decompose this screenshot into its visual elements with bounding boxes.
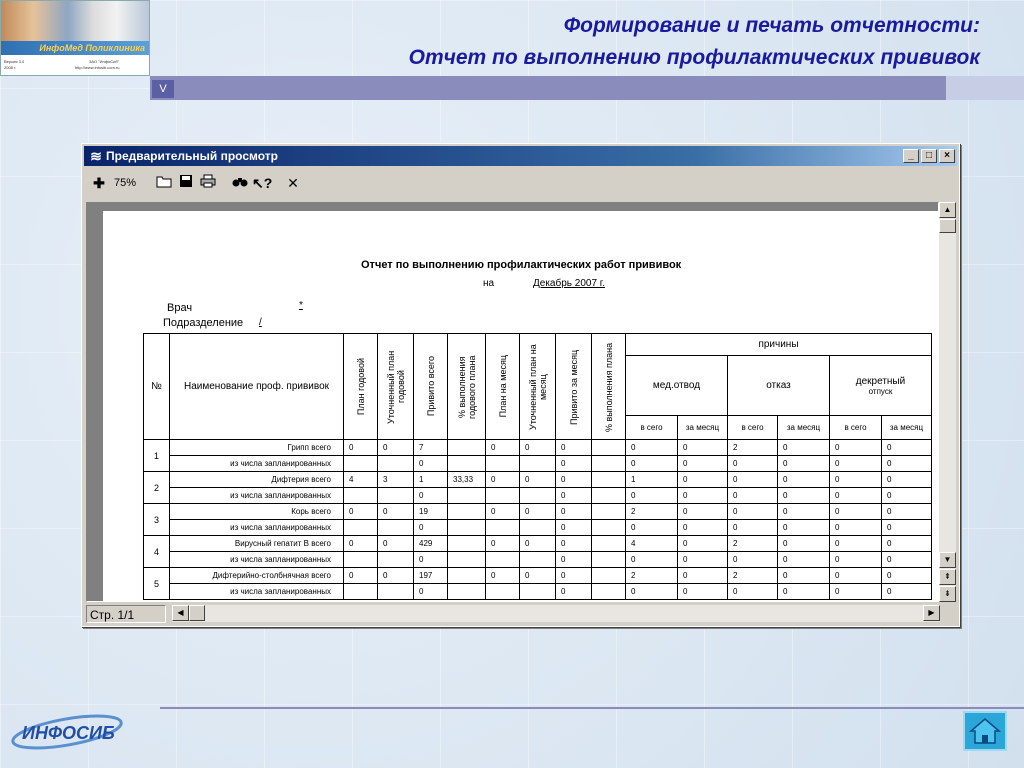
scroll-left-button[interactable]: ◀ — [172, 605, 189, 621]
doctor-value: * — [299, 300, 303, 311]
col-no: № — [144, 334, 170, 440]
table-cell — [378, 520, 414, 536]
toolbar — [86, 172, 955, 196]
table-cell: 2 — [728, 568, 778, 584]
table-subrow — [144, 488, 932, 504]
scroll-thumb[interactable] — [939, 219, 956, 233]
table-row — [144, 536, 932, 552]
report-title: Отчет по выполнению профилактических работ прививок — [361, 259, 682, 271]
save-icon[interactable] — [176, 174, 196, 192]
col-plan-year: План годовой — [344, 334, 378, 440]
vaccine-subname: из числа запланированных — [170, 520, 344, 536]
col-leave-sub: отпуск — [868, 386, 893, 396]
table-cell: 0 — [830, 584, 882, 600]
table-cell — [448, 536, 486, 552]
table-cell: 0 — [882, 584, 932, 600]
help-pointer-icon[interactable]: ↖? — [252, 175, 273, 191]
table-cell: 0 — [830, 472, 882, 488]
print-icon[interactable] — [198, 174, 218, 192]
table-cell: 0 — [778, 456, 830, 472]
page-title-line1: Формирование и печать отчетности: — [563, 14, 980, 37]
home-icon — [965, 713, 1005, 749]
close-button[interactable]: × — [939, 149, 955, 163]
table-cell: 2 — [728, 536, 778, 552]
table-cell — [520, 552, 556, 568]
table-cell: 2 — [626, 568, 678, 584]
logo-version: Версия 3.0 — [4, 59, 25, 64]
row-number: 5 — [144, 568, 170, 600]
infosib-logo-text: ИНФОСИБ — [22, 723, 115, 743]
table-cell: 19 — [414, 504, 448, 520]
table-cell: 0 — [626, 488, 678, 504]
table-cell: 0 — [778, 552, 830, 568]
table-cell — [592, 456, 626, 472]
table-cell: 0 — [414, 584, 448, 600]
table-cell: 0 — [556, 504, 592, 520]
table-cell — [520, 520, 556, 536]
status-bar — [86, 604, 955, 624]
row-number: 4 — [144, 536, 170, 568]
table-cell: 0 — [626, 520, 678, 536]
table-cell: 0 — [678, 440, 728, 456]
table-cell: 0 — [882, 488, 932, 504]
vaccine-name: Дифтерия всего — [170, 472, 344, 488]
scroll-up-button[interactable]: ▲ — [939, 202, 956, 218]
table-cell — [486, 488, 520, 504]
report-period: Декабрь 2007 г. — [533, 278, 605, 289]
page-up-button[interactable]: ⇞ — [939, 569, 956, 585]
table-cell: 0 — [678, 504, 728, 520]
table-cell: 0 — [778, 568, 830, 584]
col-leave — [830, 356, 932, 416]
col-med-total: в сего — [626, 416, 678, 440]
page-indicator: Стр. 1/1 — [86, 605, 166, 623]
table-cell — [448, 440, 486, 456]
close-preview-icon[interactable]: ✕ — [287, 175, 299, 191]
table-cell — [378, 584, 414, 600]
vaccine-subname: из числа запланированных — [170, 456, 344, 472]
table-row — [144, 440, 932, 456]
table-cell — [592, 472, 626, 488]
table-cell: 0 — [728, 456, 778, 472]
table-cell: 0 — [678, 536, 728, 552]
table-cell — [344, 552, 378, 568]
table-cell: 0 — [486, 472, 520, 488]
table-cell: 197 — [414, 568, 448, 584]
table-cell: 0 — [728, 488, 778, 504]
table-cell: 0 — [344, 568, 378, 584]
table-cell — [486, 552, 520, 568]
table-cell: 0 — [556, 536, 592, 552]
nav-bar — [150, 76, 946, 100]
table-cell — [378, 488, 414, 504]
table-cell: 0 — [678, 488, 728, 504]
col-med-exempt: мед.отвод — [626, 356, 728, 416]
table-cell: 2 — [626, 504, 678, 520]
table-cell: 0 — [378, 440, 414, 456]
table-cell: 4 — [626, 536, 678, 552]
hscroll-thumb[interactable] — [189, 605, 205, 621]
col-plan-month: План на месяц — [486, 334, 520, 440]
table-cell: 0 — [414, 552, 448, 568]
table-cell: 0 — [486, 536, 520, 552]
table-cell: 0 — [728, 552, 778, 568]
table-subrow — [144, 520, 932, 536]
table-cell: 4 — [344, 472, 378, 488]
col-vaccinated-month: Привито за месяц — [556, 334, 592, 440]
table-cell: 0 — [556, 440, 592, 456]
table-cell: 0 — [556, 456, 592, 472]
table-cell — [448, 552, 486, 568]
scroll-right-button[interactable]: ▶ — [923, 605, 940, 621]
zoom-tool-icon[interactable]: ✚ — [93, 175, 105, 191]
infosib-logo — [10, 712, 124, 752]
table-cell: 0 — [378, 568, 414, 584]
col-refusal-month: за месяц — [778, 416, 830, 440]
department-label: Подразделение — [163, 317, 244, 329]
table-cell: 0 — [830, 456, 882, 472]
zoom-level[interactable]: 75% — [113, 177, 137, 189]
app-icon: ≋ — [90, 148, 102, 164]
vaccine-name: Дифтерийно-столбнячная всего — [170, 568, 344, 584]
vaccine-name: Грипп всего — [170, 440, 344, 456]
table-cell: 33,33 — [448, 472, 486, 488]
table-cell — [592, 552, 626, 568]
table-cell: 0 — [678, 456, 728, 472]
vaccine-name: Корь всего — [170, 504, 344, 520]
table-cell — [344, 520, 378, 536]
col-pct-year: % выполнения годового плана — [448, 334, 486, 440]
table-cell — [448, 504, 486, 520]
table-cell: 0 — [882, 504, 932, 520]
table-cell: 0 — [882, 520, 932, 536]
table-subrow — [144, 584, 932, 600]
col-refusal: отказ — [728, 356, 830, 416]
table-cell: 0 — [556, 568, 592, 584]
table-cell: 0 — [414, 456, 448, 472]
report-table — [143, 333, 932, 600]
report-na-label: на — [483, 278, 495, 289]
nav-bar-end — [946, 76, 1024, 100]
table-cell: 0 — [520, 472, 556, 488]
table-cell: 0 — [728, 520, 778, 536]
table-cell — [520, 456, 556, 472]
table-cell: 0 — [344, 536, 378, 552]
col-plan-year-refined: Уточненный план годовой — [378, 334, 414, 440]
table-cell: 0 — [778, 440, 830, 456]
table-row — [144, 504, 932, 520]
col-name: Наименование проф. прививок — [170, 334, 344, 440]
product-logo — [0, 0, 150, 76]
table-cell — [378, 456, 414, 472]
table-cell: 0 — [882, 536, 932, 552]
table-cell: 0 — [626, 456, 678, 472]
table-cell — [592, 520, 626, 536]
table-cell: 0 — [486, 440, 520, 456]
table-cell: 0 — [830, 520, 882, 536]
table-cell: 0 — [728, 504, 778, 520]
page-title-line2: Отчет по выполнению профилактических прививок — [408, 46, 980, 69]
table-cell — [344, 488, 378, 504]
window-titlebar[interactable] — [84, 146, 957, 166]
vaccine-subname: из числа запланированных — [170, 552, 344, 568]
table-cell: 0 — [778, 536, 830, 552]
table-cell: 0 — [678, 552, 728, 568]
table-cell — [448, 568, 486, 584]
home-button[interactable] — [963, 711, 1007, 751]
table-cell: 0 — [882, 456, 932, 472]
table-cell: 0 — [414, 520, 448, 536]
table-cell — [592, 488, 626, 504]
vaccine-subname: из числа запланированных — [170, 584, 344, 600]
table-cell: 0 — [486, 568, 520, 584]
row-number: 2 — [144, 472, 170, 504]
table-cell — [592, 440, 626, 456]
table-cell: 0 — [882, 472, 932, 488]
table-cell: 429 — [414, 536, 448, 552]
table-row — [144, 472, 932, 488]
table-cell: 0 — [556, 488, 592, 504]
table-cell — [448, 584, 486, 600]
table-subrow — [144, 552, 932, 568]
table-cell: 0 — [678, 472, 728, 488]
document-area — [86, 202, 939, 602]
table-cell: 0 — [378, 504, 414, 520]
table-cell: 3 — [378, 472, 414, 488]
table-cell: 0 — [626, 440, 678, 456]
table-cell: 0 — [778, 520, 830, 536]
col-pct-plan: % выполнения плана — [592, 334, 626, 440]
table-cell: 0 — [378, 536, 414, 552]
table-cell: 0 — [678, 568, 728, 584]
col-reasons: причины — [626, 334, 932, 356]
window-title: Предварительный просмотр — [106, 149, 278, 163]
logo-url: http://www.infosib.com.ru — [75, 65, 120, 70]
table-cell: 0 — [830, 552, 882, 568]
table-cell: 0 — [520, 568, 556, 584]
table-cell — [448, 456, 486, 472]
col-med-month: за месяц — [678, 416, 728, 440]
table-cell — [592, 536, 626, 552]
table-cell: 0 — [778, 488, 830, 504]
table-cell: 0 — [556, 520, 592, 536]
vertical-scrollbar[interactable] — [939, 202, 956, 602]
table-cell — [486, 456, 520, 472]
table-cell — [486, 520, 520, 536]
table-cell: 0 — [486, 504, 520, 520]
table-cell — [448, 520, 486, 536]
table-cell — [520, 584, 556, 600]
col-leave-month: за месяц — [882, 416, 932, 440]
table-cell — [592, 504, 626, 520]
table-cell: 2 — [728, 440, 778, 456]
report-page — [103, 211, 939, 602]
table-cell — [486, 584, 520, 600]
table-cell: 0 — [830, 504, 882, 520]
table-cell: 0 — [556, 552, 592, 568]
table-cell: 0 — [520, 536, 556, 552]
logo-brand: ИнфоМед Поликлиника — [1, 41, 149, 55]
table-cell: 0 — [728, 584, 778, 600]
footer-line — [160, 707, 1024, 709]
table-cell — [378, 552, 414, 568]
table-cell — [344, 456, 378, 472]
table-cell: 1 — [414, 472, 448, 488]
table-cell: 0 — [728, 472, 778, 488]
col-refusal-total: в сего — [728, 416, 778, 440]
table-cell: 0 — [414, 488, 448, 504]
table-cell — [344, 584, 378, 600]
table-cell: 0 — [882, 552, 932, 568]
row-number: 3 — [144, 504, 170, 536]
horizontal-scrollbar[interactable] — [172, 605, 940, 622]
col-vaccinated-total: Привито всего — [414, 334, 448, 440]
table-cell: 0 — [344, 504, 378, 520]
table-cell: 0 — [626, 552, 678, 568]
minimize-button[interactable]: _ — [903, 149, 919, 163]
table-cell: 0 — [678, 584, 728, 600]
col-plan-month-refined: Уточненный план на месяц — [520, 334, 556, 440]
table-cell: 0 — [778, 472, 830, 488]
table-cell: 0 — [344, 440, 378, 456]
table-cell — [448, 488, 486, 504]
page-title — [409, 10, 980, 74]
table-cell: 0 — [556, 584, 592, 600]
vaccine-subname: из числа запланированных — [170, 488, 344, 504]
table-cell: 0 — [626, 584, 678, 600]
page-down-button[interactable]: ⇟ — [939, 586, 956, 602]
department-value: / — [259, 317, 262, 328]
table-cell: 0 — [678, 520, 728, 536]
table-subrow — [144, 456, 932, 472]
table-cell: 0 — [882, 440, 932, 456]
table-cell: 0 — [882, 568, 932, 584]
row-number: 1 — [144, 440, 170, 472]
table-row — [144, 568, 932, 584]
preview-window — [81, 143, 960, 627]
col-leave-label: декретный — [855, 375, 906, 387]
table-cell: 0 — [778, 504, 830, 520]
maximize-button[interactable]: □ — [921, 149, 937, 163]
table-cell — [520, 488, 556, 504]
table-cell: 0 — [778, 584, 830, 600]
doctor-label: Врач — [167, 302, 193, 314]
table-cell — [592, 568, 626, 584]
logo-year: 2008 г. — [4, 65, 17, 70]
col-leave-total: в сего — [830, 416, 882, 440]
table-cell: 0 — [830, 536, 882, 552]
logo-company: ЗАО "ИнфоСиб" — [89, 59, 120, 64]
table-cell: 7 — [414, 440, 448, 456]
table-cell: 1 — [626, 472, 678, 488]
table-cell: 0 — [556, 472, 592, 488]
find-icon[interactable] — [230, 174, 250, 192]
table-cell: 0 — [520, 504, 556, 520]
table-cell: 0 — [830, 488, 882, 504]
vaccine-name: Вирусный гепатит В всего — [170, 536, 344, 552]
nav-tab[interactable]: V — [152, 80, 174, 98]
table-cell: 0 — [520, 440, 556, 456]
table-cell: 0 — [830, 440, 882, 456]
scroll-down-button[interactable]: ▼ — [939, 552, 956, 568]
open-icon[interactable] — [154, 174, 174, 192]
table-cell — [592, 584, 626, 600]
table-cell: 0 — [830, 568, 882, 584]
